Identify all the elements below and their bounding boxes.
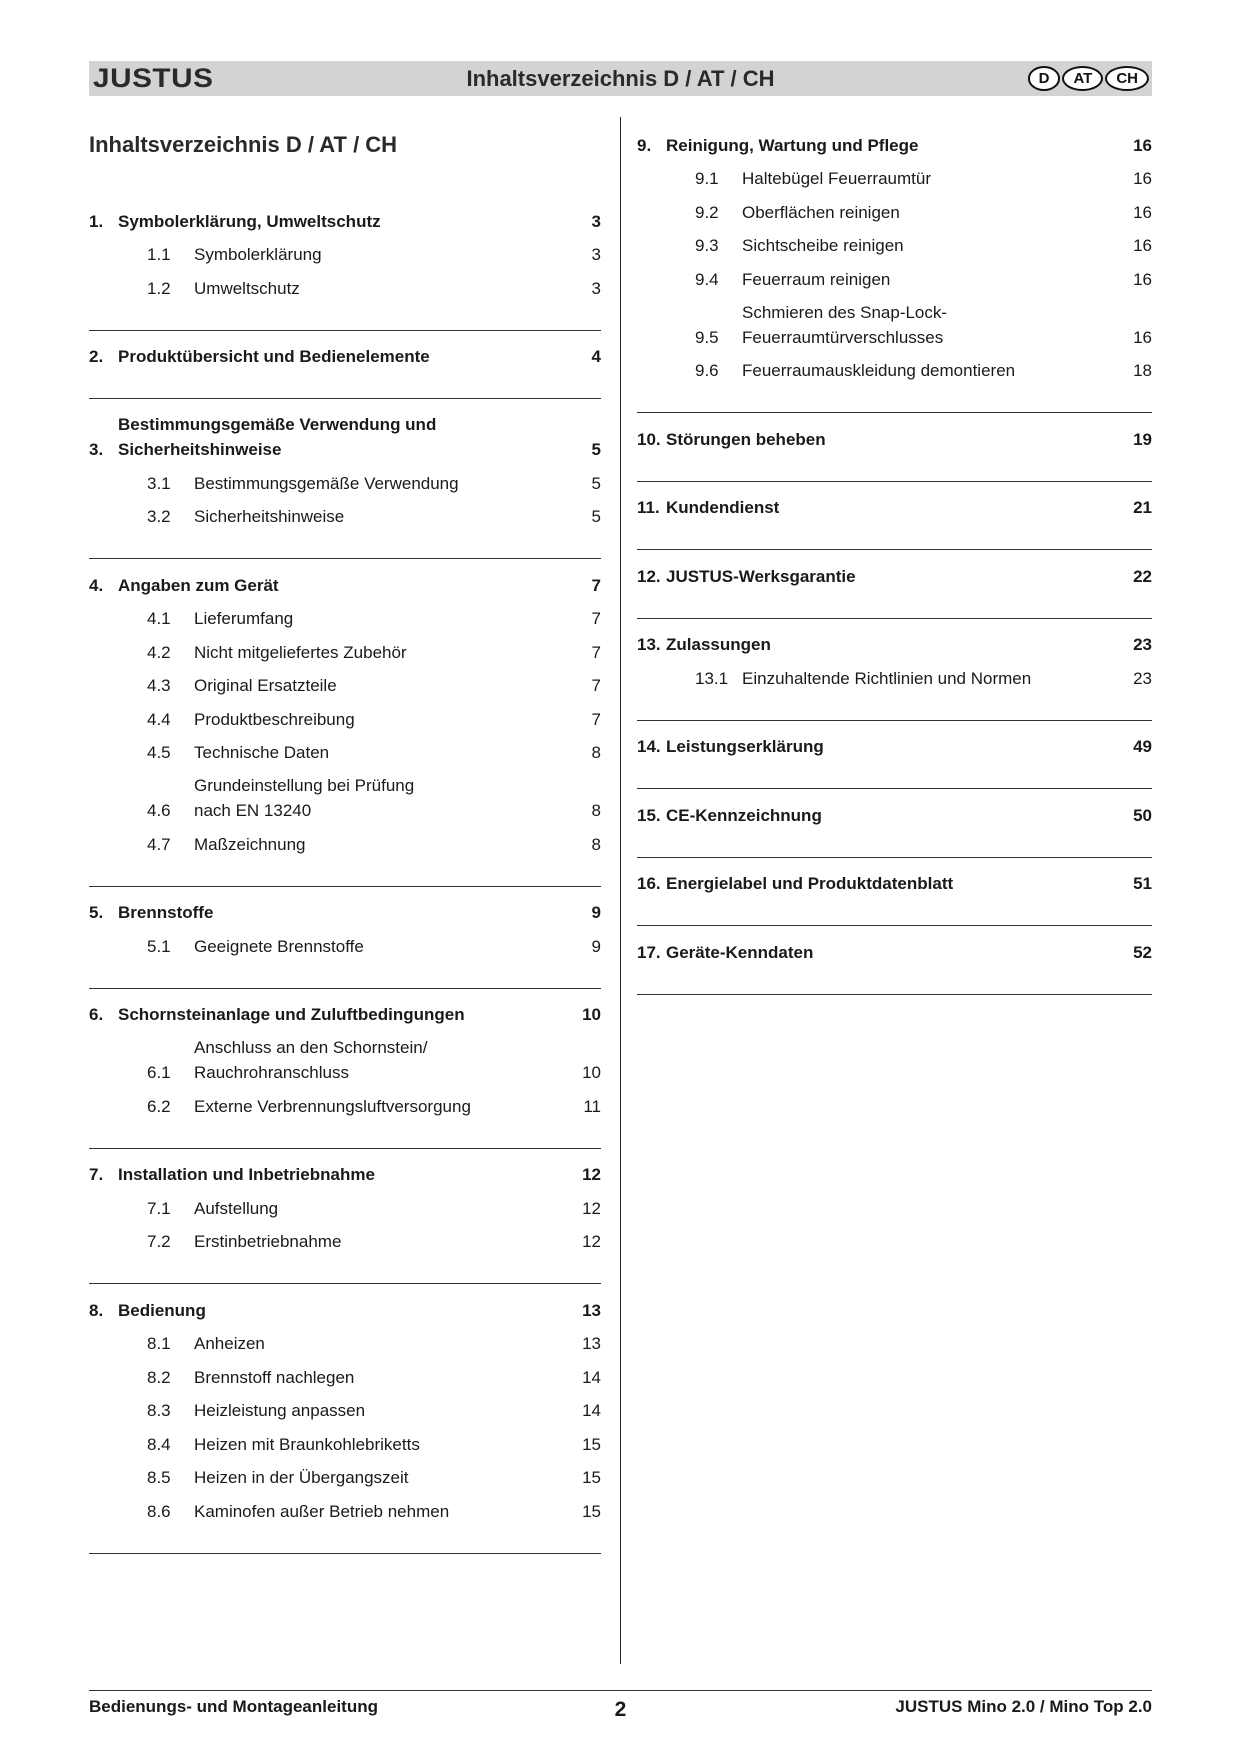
toc-subentry[interactable] [89,466,601,500]
toc-subentry[interactable] [89,669,601,703]
subsection-title: Schmieren des Snap-Lock- Feuerraumtürverschlusses [742,302,948,347]
toc-heading-entry[interactable] [637,935,1152,969]
section-page: 50 [1133,805,1152,825]
header-bar [89,61,1152,96]
section-title: Kundendienst [666,498,780,517]
toc-subentry[interactable] [89,827,601,861]
section-title: Symbolerklärung, Umweltschutz [118,211,381,231]
toc-section [89,559,601,887]
section-title: Reinigung, Wartung und Pflege [666,135,919,155]
toc-subentry[interactable] [89,929,601,963]
subsection-page: 15 [582,1501,601,1521]
section-title: Bestimmungsgemäße Verwendung und Sicherheitshinweise [118,415,437,459]
section-number: 9. [637,135,652,155]
section-number: 17. [637,942,661,962]
toc-heading-entry[interactable] [637,867,1152,901]
subsection-title: Aufstellung [194,1198,279,1218]
section-title: Produktübersicht und Bedienelemente [118,347,430,366]
country-badge-ch: CH [1105,66,1149,91]
toc-right-column [637,128,1152,995]
subsection-number: 4.3 [147,676,171,695]
subsection-title: Sichtscheibe reinigen [742,236,904,255]
toc-section [637,721,1152,790]
subsection-number: 8.1 [147,1334,171,1353]
section-number: 13. [637,635,661,654]
subsection-number: 4.4 [147,709,171,729]
subsection-title: Heizen in der Übergangszeit [194,1468,409,1487]
column-divider [620,117,621,1664]
section-page: 49 [1133,737,1152,756]
subsection-title: Symbolerklärung [194,245,322,264]
section-number: 2. [89,347,104,366]
toc-section [637,858,1152,927]
toc-heading-entry[interactable] [89,1293,601,1327]
subsection-page: 7 [591,642,601,662]
subsection-title: Grundeinstellung bei Prüfung nach EN 13240 [194,776,415,820]
subsection-title: Einzuhaltende Richtlinien und Normen [742,668,1032,688]
footer-rule [89,1690,1152,1691]
subsection-number: 6.1 [147,1063,171,1082]
section-number: 4. [89,575,104,595]
section-title: CE-Kennzeichnung [666,805,822,825]
section-title: Störungen beheben [666,429,826,449]
subsection-number: 8.6 [147,1501,171,1521]
toc-heading-entry[interactable] [89,408,601,466]
toc-heading-entry[interactable] [637,628,1152,662]
toc-subentry[interactable] [89,1225,601,1259]
subsection-page: 5 [591,507,601,526]
toc-subentry[interactable] [637,262,1152,296]
section-page: 5 [591,440,601,459]
subsection-page: 15 [582,1434,601,1454]
subsection-number: 4.2 [147,642,171,662]
toc-section [637,926,1152,995]
toc-subentry[interactable] [89,702,601,736]
section-number: 16. [637,874,661,893]
subsection-title: Nicht mitgeliefertes Zubehör [194,642,407,662]
toc-heading-entry[interactable] [637,559,1152,593]
subsection-title: Sicherheitshinweise [194,507,345,526]
toc-section [637,550,1152,619]
footer-manual-title: Bedienungs- und Montageanleitung [89,1697,378,1716]
section-title: Zulassungen [666,635,771,654]
subsection-title: Technische Daten [194,743,330,762]
toc-subentry[interactable] [637,229,1152,263]
subsection-page: 12 [582,1232,601,1251]
toc-title: Inhaltsverzeichnis D / AT / CH [89,132,398,157]
toc-subentry[interactable] [89,736,601,770]
toc-heading-entry[interactable] [637,491,1152,525]
toc-subentry[interactable] [89,271,601,305]
section-number: 15. [637,805,661,825]
toc-heading-entry[interactable] [89,568,601,602]
subsection-number: 9.5 [695,327,719,347]
toc-section [637,619,1152,721]
subsection-number: 4.5 [147,743,171,762]
toc-subentry[interactable] [89,635,601,669]
subsection-title: Externe Verbrennungsluftversorgung [194,1096,471,1116]
toc-subentry[interactable] [637,661,1152,695]
subsection-page: 8 [591,801,601,820]
subsection-page: 14 [582,1367,601,1387]
section-title: Installation und Inbetriebnahme [118,1165,375,1184]
section-title: Bedienung [118,1300,206,1320]
subsection-page: 7 [591,709,601,729]
subsection-title: Bestimmungsgemäße Verwendung [194,473,459,493]
subsection-title: Oberflächen reinigen [742,202,900,222]
subsection-title: Original Ersatzteile [194,676,337,695]
subsection-title: Geeignete Brennstoffe [194,936,364,956]
toc-subentry[interactable] [637,162,1152,196]
subsection-title: Lieferumfang [194,609,294,628]
subsection-number: 9.2 [695,202,719,222]
section-number: 10. [637,429,661,449]
toc-subentry[interactable] [637,296,1152,354]
toc-subentry[interactable] [89,1031,601,1089]
subsection-page: 5 [591,473,601,493]
subsection-title: Haltebügel Feuerraumtür [742,169,931,188]
subsection-number: 6.2 [147,1096,171,1116]
toc-subentry[interactable] [89,1394,601,1428]
toc-subentry[interactable] [89,769,601,827]
section-number: 8. [89,1300,104,1320]
toc-section [89,195,601,331]
subsection-page: 8 [591,743,601,762]
subsection-title: Brennstoff nachlegen [194,1367,355,1387]
subsection-page: 16 [1133,269,1152,289]
section-number: 14. [637,737,661,756]
subsection-number: 1.2 [147,278,171,298]
toc-subentry[interactable] [89,1327,601,1361]
subsection-number: 5.1 [147,936,171,956]
section-page: 13 [582,1300,601,1320]
toc-heading-entry[interactable] [89,1158,601,1192]
toc-heading-entry[interactable] [89,896,601,930]
subsection-title: Feuerraumauskleidung demontieren [742,361,1016,380]
toc-subentry[interactable] [89,1494,601,1528]
section-page: 21 [1133,498,1152,517]
section-title: Leistungserklärung [666,737,824,756]
toc-section [89,399,601,559]
subsection-page: 14 [582,1401,601,1420]
subsection-number: 8.3 [147,1401,171,1420]
subsection-page: 15 [582,1468,601,1487]
section-page: 23 [1133,635,1152,654]
subsection-title: Umweltschutz [194,278,300,298]
section-page: 4 [591,347,601,366]
country-badge-at: AT [1062,66,1103,91]
subsection-number: 4.7 [147,834,171,854]
section-page: 19 [1133,429,1152,449]
toc-subentry[interactable] [89,602,601,636]
subsection-number: 9.4 [695,269,719,289]
subsection-number: 3.1 [147,473,171,493]
toc-section [637,413,1152,482]
subsection-number: 7.2 [147,1232,171,1251]
subsection-title: Anschluss an den Schornstein/ Rauchrohranschluss [194,1038,428,1082]
section-number: 5. [89,903,104,922]
subsection-title: Maßzeichnung [194,834,306,854]
subsection-number: 3.2 [147,507,171,526]
section-page: 16 [1133,135,1152,155]
section-title: JUSTUS-Werksgarantie [666,566,856,586]
toc-heading-entry[interactable] [637,422,1152,456]
section-title: Geräte-Kenndaten [666,942,814,962]
subsection-number: 4.6 [147,801,171,820]
section-number: 6. [89,1005,104,1024]
subsection-page: 16 [1133,202,1152,222]
subsection-page: 8 [591,834,601,854]
justus-logo: JUSTUS [93,63,214,93]
subsection-number: 8.2 [147,1367,171,1387]
toc-subentry[interactable] [89,1427,601,1461]
subsection-page: 12 [582,1198,601,1218]
subsection-page: 16 [1133,169,1152,188]
section-title: Schornsteinanlage und Zuluftbedingungen [118,1005,465,1024]
subsection-title: Produktbeschreibung [194,709,355,729]
section-title: Brennstoffe [118,903,214,922]
subsection-number: 9.6 [695,361,719,380]
subsection-page: 10 [582,1063,601,1082]
section-page: 9 [591,903,601,922]
subsection-number: 4.1 [147,609,171,628]
subsection-page: 11 [583,1096,601,1116]
subsection-title: Kaminofen außer Betrieb nehmen [194,1501,450,1521]
toc-left-column [89,128,601,1554]
footer-product-name: JUSTUS Mino 2.0 / Mino Top 2.0 [895,1697,1152,1716]
toc-heading-entry[interactable] [89,998,601,1032]
toc-section [89,331,601,400]
subsection-page: 13 [582,1334,601,1353]
toc-subentry[interactable] [89,500,601,534]
subsection-page: 3 [591,278,601,298]
toc-subentry[interactable] [637,354,1152,388]
toc-heading-entry[interactable] [89,340,601,374]
section-page: 51 [1133,874,1152,893]
header-title: Inhaltsverzeichnis D / AT / CH [466,66,775,91]
toc-subentry[interactable] [89,238,601,272]
toc-section [89,1149,601,1285]
toc-section [89,1284,601,1554]
section-page: 10 [582,1005,601,1024]
section-page: 12 [582,1165,601,1184]
section-page: 52 [1133,942,1152,962]
subsection-page: 3 [591,245,601,264]
section-title: Angaben zum Gerät [118,575,279,595]
toc-subentry[interactable] [89,1089,601,1123]
section-number: 1. [89,211,104,231]
page-number: 2 [614,1698,627,1721]
toc-heading-entry[interactable] [637,730,1152,764]
section-number: 11. [637,498,660,517]
subsection-title: Heizen mit Braunkohlebriketts [194,1434,420,1454]
toc-section [637,128,1152,413]
subsection-title: Feuerraum reinigen [742,269,891,289]
section-number: 12. [637,566,661,586]
section-number: 3. [89,440,104,459]
section-title: Energielabel und Produktdatenblatt [666,874,954,893]
toc-section [89,887,601,989]
subsection-title: Anheizen [194,1334,265,1353]
subsection-number: 13.1 [695,668,729,688]
subsection-page: 23 [1133,668,1152,688]
subsection-number: 8.5 [147,1468,171,1487]
subsection-page: 16 [1133,236,1152,255]
toc-subentry[interactable] [89,1360,601,1394]
subsection-number: 9.1 [695,169,719,188]
country-badge-d: D [1028,66,1061,91]
toc-subentry[interactable] [637,195,1152,229]
section-page: 22 [1133,566,1152,586]
toc-heading-entry[interactable] [637,128,1152,162]
toc-section [637,482,1152,551]
subsection-page: 7 [591,676,601,695]
subsection-number: 8.4 [147,1434,171,1454]
subsection-number: 1.1 [147,245,171,264]
toc-section [89,989,601,1149]
subsection-page: 18 [1133,361,1152,380]
subsection-page: 16 [1133,327,1152,347]
toc-subentry[interactable] [89,1191,601,1225]
subsection-number: 7.1 [147,1198,171,1218]
section-number: 7. [89,1165,104,1184]
toc-subentry[interactable] [89,1461,601,1495]
subsection-number: 9.3 [695,236,719,255]
section-page: 7 [591,575,601,595]
toc-heading-entry[interactable] [89,204,601,238]
toc-heading-entry[interactable] [637,798,1152,832]
subsection-title: Erstinbetriebnahme [194,1232,342,1251]
subsection-page: 7 [591,609,601,628]
country-badges [1028,66,1149,91]
subsection-page: 9 [591,936,601,956]
subsection-title: Heizleistung anpassen [194,1401,366,1420]
toc-section [637,789,1152,858]
section-page: 3 [591,211,601,231]
